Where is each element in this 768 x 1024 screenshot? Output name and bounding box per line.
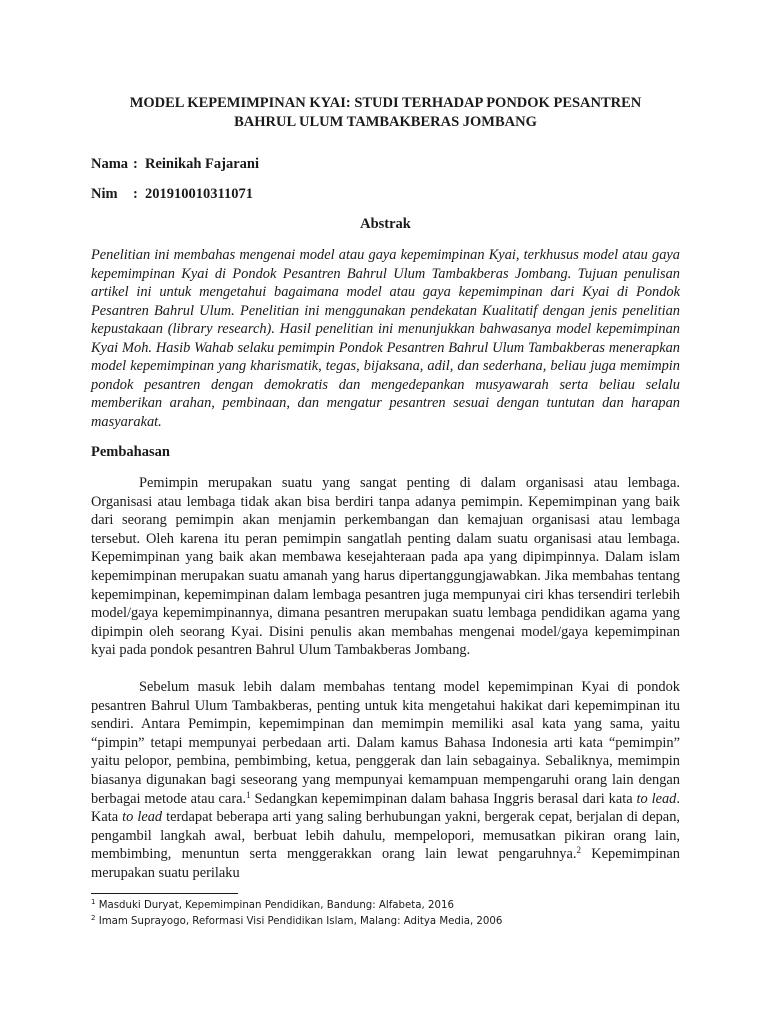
body-paragraph-1: Pemimpin merupakan suatu yang sangat penting di dalam organisasi atau lembaga. Organisasi atau lembaga tidak akan bisa berdiri tanpa adanya pemimpin. Kepemimpinan yang baik dari seorang pemimpin akan menjamin perkembangan dan kemajuan organisasi atau lembaga tersebut. Oleh karena itu peran pemimpin sangatlah penting dalam suatu organisasi atau lembaga. Kepemimpinan yang baik akan membawa kesejahteraan pada apa yang dipimpinnya. Dalam islam kepemimpinan merupakan suatu amanah yang harus dipertanggungjawabkan. Jika membahas tentang kepemimpinan, kepemimpinan dalam lembaga pesantren juga mempunyai ciri khas tersendiri terlebih model/gaya kepemimpinannya, dimana pesantren merupakan suatu lembaga pendidikan agama yang dipimpin oleh seorang Kyai. Disini penulis akan membahas mengenai model/gaya kepemimpinan kyai pada pondok pesantren Bahrul Ulum Tambakberas Jombang. xyxy=(91,475,680,659)
para2-text-d: terdapat beberapa arti yang saling berhubungan yakni, bergerak cepat, berjalan di depan, pengambil langkah awal, berbuat lebih dahulu, mempelopori, memusatkan pikiran orang lain, membimbing, menuntun serta menggerakkan orang lain lewat pengaruhnya. xyxy=(91,809,680,863)
name-separator: : xyxy=(133,156,138,172)
student-id-row xyxy=(91,185,680,204)
abstract-text: Penelitian ini membahas mengenai model atau gaya kepemimpinan Kyai, terkhusus model atau gaya kepemimpinan Kyai di Pondok Pesantren Bahrul Ulum Tambakberas Jombang. Tujuan penulisan artikel ini untuk mengetahui bagaimana model atau gaya kepemimpinan dari Kyai di Pondok Pesantren Bahrul Ulum. Penelitian ini menggunakan pendekatan Kualitatif dengan jenis penelitian kepustakaan (library research). Hasil penelitian ini menunjukkan bahwasanya model kepemimpinan Kyai Moh. Hasib Wahab selaku pemimpin Pondok Pesantren Bahrul Ulum Tambakberas menerapkan model kepemimpinan yang kharismatik, tegas, bijaksana, adil, dan sederhana, beliau juga memimpin pondok pesantren dengan demokratis dan mengedepankan musyawarah serta beliau selalu memberikan arahan, pembinaan, dan mengatur pesantren sesuai dengan tuntutan dan harapan masyarakat. xyxy=(91,247,680,430)
nim-value: 201910010311071 xyxy=(145,186,253,202)
para2-text-b: Sedangkan kepemimpinan dalam bahasa Inggris berasal dari kata xyxy=(250,790,637,807)
name-value: Reinikah Fajarani xyxy=(145,156,259,172)
footnotes xyxy=(91,898,680,930)
footnote-2-text: Imam Suprayogo, Reformasi Visi Pendidikan Islam, Malang: Aditya Media, 2006 xyxy=(95,916,503,927)
footnote-separator xyxy=(91,893,238,894)
footnote-ref-1[interactable]: 1 xyxy=(246,789,251,800)
footnote-1-text: Masduki Duryat, Kepemimpinan Pendidikan, Bandung: Alfabeta, 2016 xyxy=(95,900,454,911)
title-line-1: MODEL KEPEMIMPINAN KYAI: STUDI TERHADAP PONDOK PESANTREN xyxy=(129,95,642,111)
name-label: Nama xyxy=(91,156,129,172)
title-line-2: BAHRUL ULUM TAMBAKBERAS JOMBANG xyxy=(234,114,537,130)
nim-label: Nim xyxy=(91,186,118,202)
section-heading: Pembahasan xyxy=(91,444,170,460)
para2-text-a: Sebelum masuk lebih dalam membahas tentang model kepemimpinan Kyai di pondok pesantren Bahrul Ulum Tambakberas, penting untuk kita mengetahui hakikat dari kepemimpinan itu sendiri. Antara Pemimpin, kepemimpinan dan memimpin memiliki asal kata yang sama, yaitu “pimpin” tetapi mempunyai perbedaan arti. Dalam kamus Bahasa Indonesia arti kata “pemimpin” yaitu pelopor, pembina, pembimbing, ketua, penggerak dan lain sebagainya. Sebaliknya, memimpin biasanya digunakan bagi seseorang yang mempunyai kemampuan mempengaruhi orang lain dengan berbagai metode atau cara. xyxy=(91,678,680,807)
footnote-1-number: 1 xyxy=(91,898,96,906)
nim-separator: : xyxy=(133,186,138,202)
footnote-ref-2[interactable]: 2 xyxy=(576,845,581,856)
abstract-heading: Abstrak xyxy=(360,216,411,232)
para2-text-e: Kepemimpinan merupakan suatu perilaku xyxy=(91,846,680,881)
para2-emphasis-2: to lead xyxy=(122,809,163,826)
body-paragraph-2 xyxy=(91,678,680,883)
footnote-2 xyxy=(91,914,680,930)
document-title xyxy=(91,94,680,132)
document-page xyxy=(91,94,680,882)
para2-text-c: . Kata xyxy=(91,790,680,826)
para2-emphasis-1: to lead xyxy=(636,790,677,807)
footnote-2-number: 2 xyxy=(91,914,96,922)
author-name-row xyxy=(91,155,680,174)
footnote-1 xyxy=(91,898,680,914)
